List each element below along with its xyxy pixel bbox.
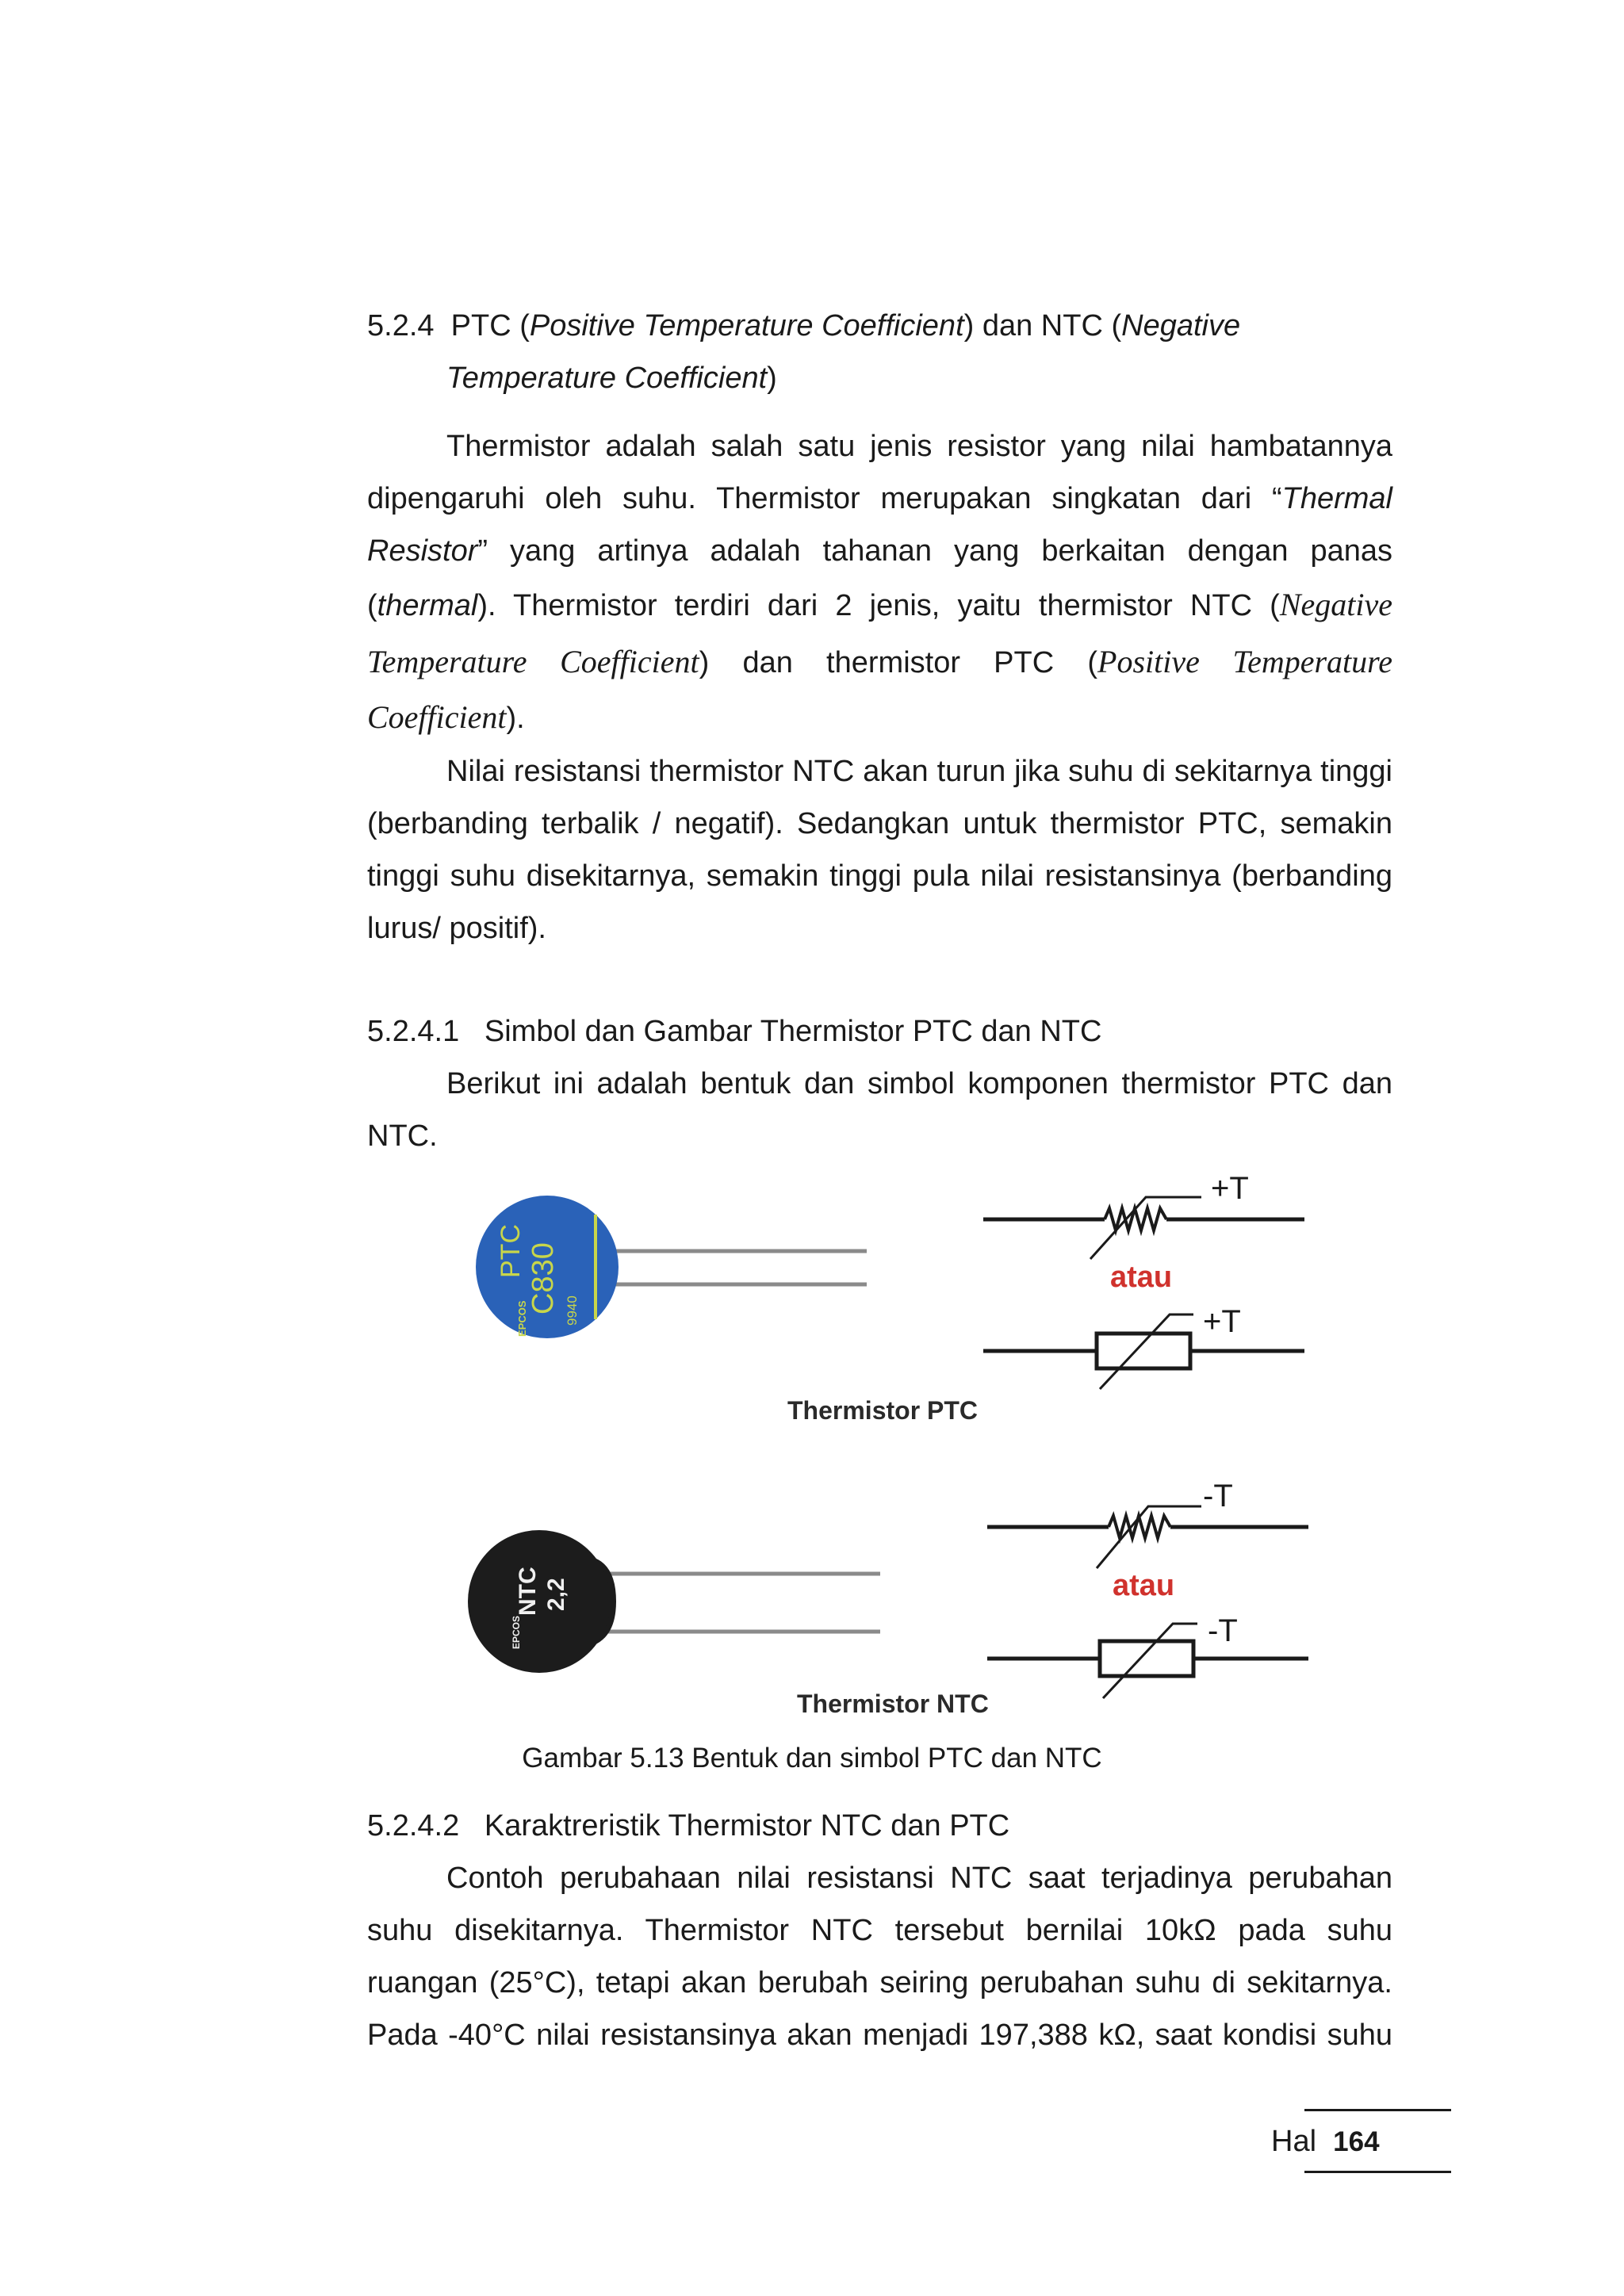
sub2-line2: suhu disekitarnya. Thermistor NTC tersebut bernilai 10kΩ pada suhu [367,1914,1392,1947]
thermistor-figure [440,1158,1340,1728]
section-heading: 5.2.4 PTC (Positive Temperature Coefficient) dan NTC (Negative [367,309,1241,342]
p1-line1: Thermistor adalah salah satu jenis resistor yang nilai hambatannya [446,430,1392,463]
ntc-minus-t-label-1: -T [1203,1479,1233,1513]
section-heading-line2: Temperature Coefficient) [446,362,777,395]
subsection2-title: 5.2.4.2 Karaktreristik Thermistor NTC dan PTC [367,1809,1010,1843]
ptc-brand-text: EPCOS [516,1300,528,1337]
ntc-atau-label: atau [1113,1569,1175,1602]
ntc-minus-t-label-2: -T [1208,1613,1238,1648]
figure-caption: Gambar 5.13 Bentuk dan simbol PTC dan NTC [522,1743,1102,1774]
sub2-line1: Contoh perubahaan nilai resistansi NTC saat terjadinya perubahan [446,1862,1392,1895]
page-label: Hal [1271,2125,1317,2158]
p1-line4: (thermal). Thermistor terdiri dari 2 jenis, yaitu thermistor NTC (Negative [367,587,1392,622]
p2-line4: lurus/ positif). [367,912,546,945]
p1-line3: Resistor” yang artinya adalah tahanan yang berkaitan dengan panas [367,534,1392,568]
p2-line2: (berbanding terbalik / negatif). Sedangkan untuk thermistor PTC, semakin [367,807,1392,840]
ptc-figure-label: Thermistor PTC [787,1396,979,1425]
ptc-body-text: PTC [496,1224,526,1278]
ptc-symbol-zigzag [983,1171,1304,1259]
p2-line3: tinggi suhu disekitarnya, semakin tinggi pula nilai resistansinya (berbanding [367,859,1392,893]
ptc-atau-label: atau [1110,1261,1173,1294]
ptc-plus-t-label-2: +T [1203,1304,1241,1339]
ntc-code-text: 2,2 [543,1578,569,1611]
section-number: 5.2.4 [367,309,435,342]
p1-line6: Coefficient). [367,699,525,735]
ptc-code-text: C830 [527,1242,560,1314]
sub2-line4: Pada -40°C nilai resistansinya akan menjadi 197,388 kΩ, saat kondisi suhu [367,2019,1392,2052]
subsection1-title: 5.2.4.1 Simbol dan Gambar Thermistor PTC dan NTC [367,1015,1102,1048]
ptc-symbol-box [983,1304,1304,1389]
p1-line2: dipengaruhi oleh suhu. Thermistor merupakan singkatan dari “Thermal [367,482,1392,515]
p1-line5: Temperature Coefficient) dan thermistor PTC (Positive Temperature [367,644,1392,679]
ptc-small-text: 9940 [565,1295,580,1326]
ntc-component-image [468,1530,880,1673]
ntc-symbol-zigzag [987,1479,1308,1568]
page-number [1271,2125,1380,2159]
sub1-line1: Berikut ini adalah bentuk dan simbol komponen thermistor PTC dan [446,1067,1392,1100]
p2-line1: Nilai resistansi thermistor NTC akan turun jika suhu di sekitarnya tinggi [446,755,1392,788]
ptc-plus-t-label-1: +T [1211,1171,1249,1206]
ntc-figure-label: Thermistor NTC [797,1689,989,1718]
sub1-line2: NTC. [367,1119,438,1153]
ntc-brand-text: EPCOS [511,1615,522,1649]
footer-rule-bottom [1304,2171,1451,2173]
footer-rule-top [1304,2109,1451,2111]
sub2-line3: ruangan (25°C), tetapi akan berubah seiring perubahan suhu di sekitarnya. [367,1966,1392,1999]
ntc-symbol-box [987,1613,1308,1698]
page-value: 164 [1333,2126,1380,2157]
ntc-body-text: NTC [515,1567,541,1616]
ptc-component-image [476,1196,867,1338]
